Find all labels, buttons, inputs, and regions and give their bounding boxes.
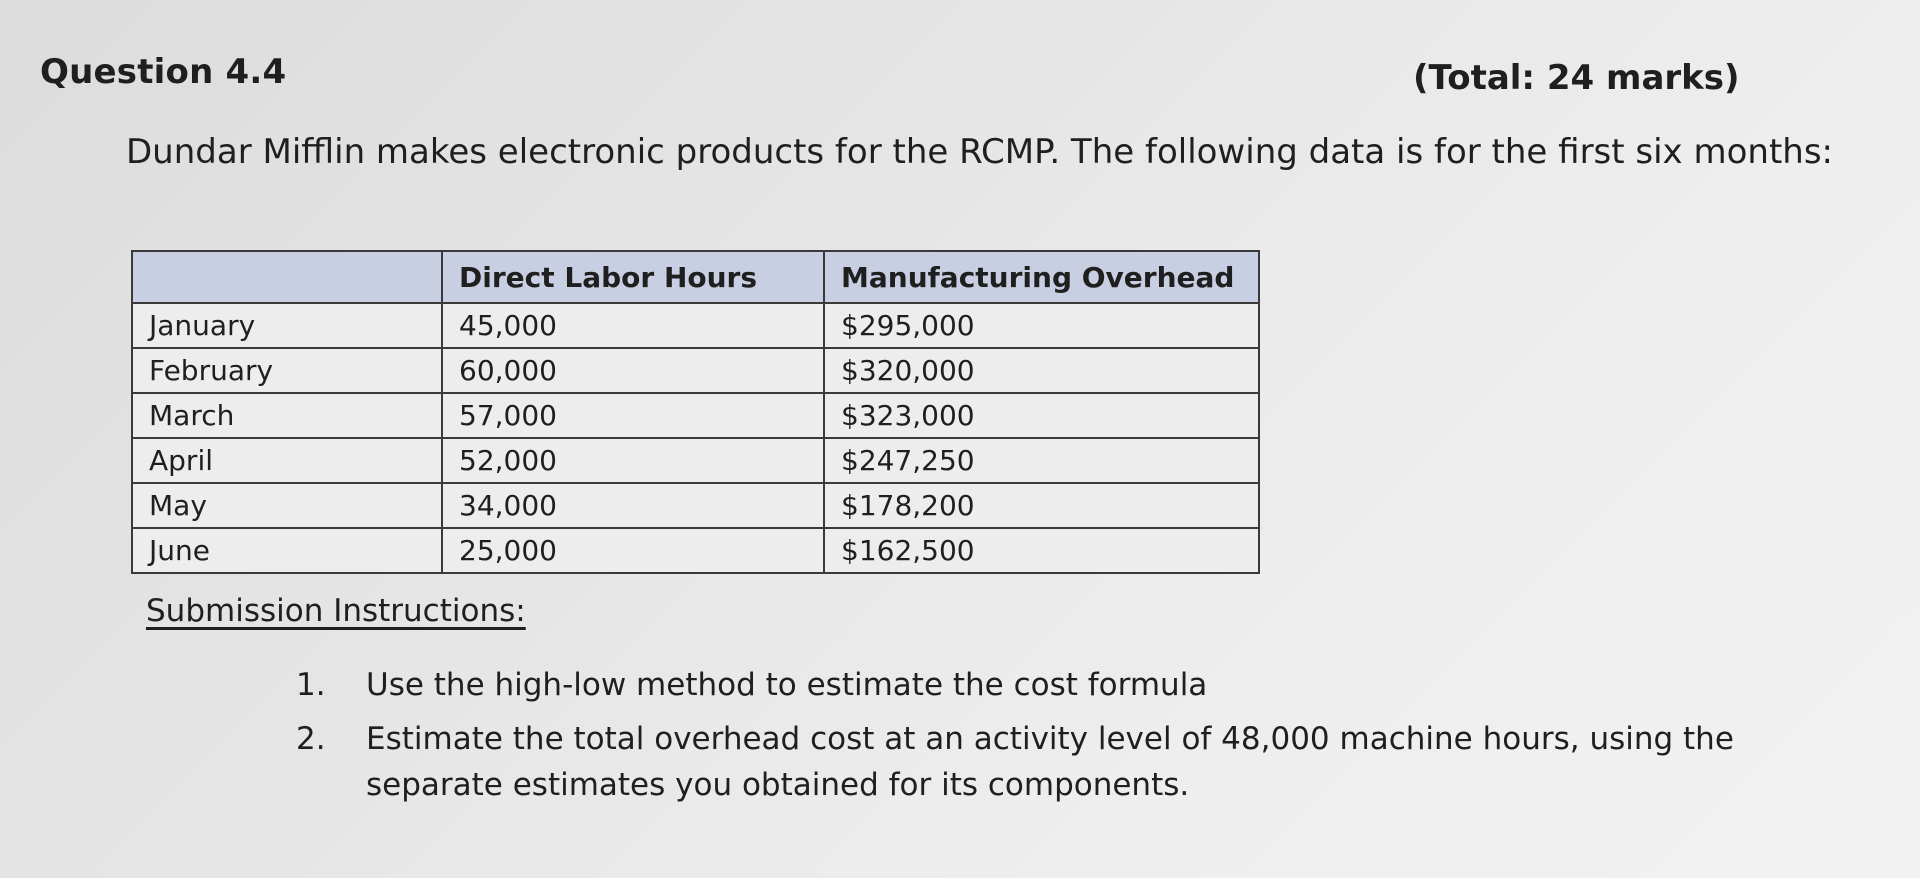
- table-row: [132, 483, 1259, 528]
- item-number: 1.: [296, 667, 326, 703]
- table-header-row: [132, 251, 1259, 303]
- month-cell: January: [132, 303, 442, 348]
- item-number: 2.: [296, 721, 326, 757]
- submission-title: Submission Instructions:: [146, 593, 526, 629]
- month-cell: February: [132, 348, 442, 393]
- item-text: Use the high-low method to estimate the cost formula: [366, 667, 1208, 703]
- overhead-cell: $247,250: [824, 438, 1259, 483]
- hours-cell: 57,000: [442, 393, 824, 438]
- data-table: [131, 250, 1260, 574]
- month-cell: June: [132, 528, 442, 573]
- overhead-cell: $295,000: [824, 303, 1259, 348]
- hours-cell: 34,000: [442, 483, 824, 528]
- table-row: [132, 348, 1259, 393]
- table-header-cell: [132, 251, 442, 303]
- hours-cell: 60,000: [442, 348, 824, 393]
- month-cell: March: [132, 393, 442, 438]
- intro-text: Dundar Mifflin makes electronic products for the RCMP. The following data is for the first six months:: [126, 132, 1834, 172]
- instruction-list: [296, 662, 1766, 816]
- overhead-cell: $320,000: [824, 348, 1259, 393]
- table-row: [132, 438, 1259, 483]
- list-item: [296, 716, 1766, 808]
- table-row: [132, 303, 1259, 348]
- overhead-cell: $178,200: [824, 483, 1259, 528]
- table-header-cell: Direct Labor Hours: [442, 251, 824, 303]
- hours-cell: 45,000: [442, 303, 824, 348]
- overhead-cell: $162,500: [824, 528, 1259, 573]
- month-cell: April: [132, 438, 442, 483]
- month-cell: May: [132, 483, 442, 528]
- total-marks: (Total: 24 marks): [1413, 58, 1740, 98]
- hours-cell: 52,000: [442, 438, 824, 483]
- overhead-cell: $323,000: [824, 393, 1259, 438]
- table-row: [132, 528, 1259, 573]
- table-header-cell: Manufacturing Overhead: [824, 251, 1259, 303]
- table-row: [132, 393, 1259, 438]
- item-text: Estimate the total overhead cost at an activity level of 48,000 machine hours, using the separate estimates you obtained for its components.: [366, 721, 1734, 803]
- hours-cell: 25,000: [442, 528, 824, 573]
- list-item: [296, 662, 1766, 708]
- question-title: Question 4.4: [40, 52, 287, 92]
